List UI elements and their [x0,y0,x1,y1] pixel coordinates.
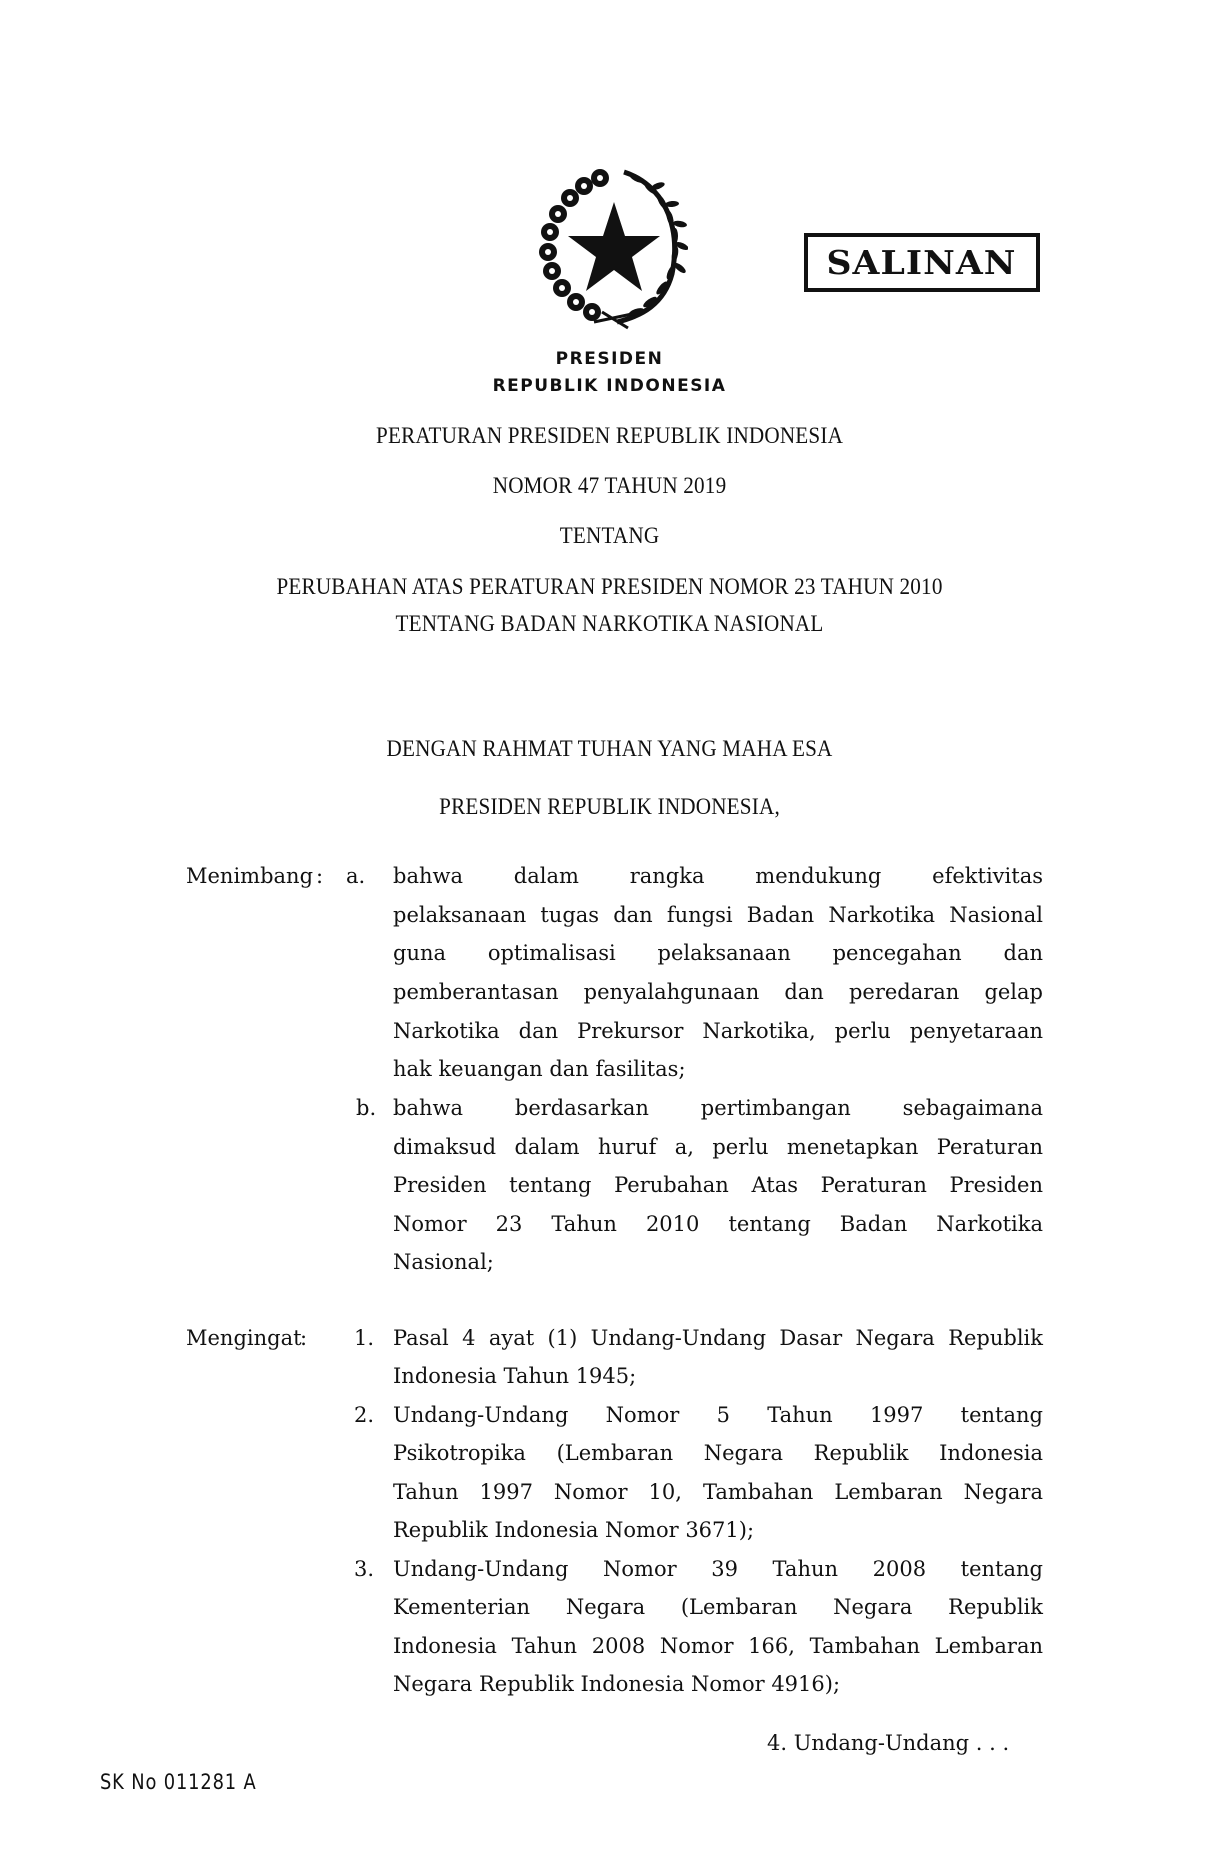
preamble-president: PRESIDEN REPUBLIK INDONESIA, [439,794,780,819]
mengingat-2-line: Republik Indonesia Nomor 3671); [393,1518,755,1542]
mengingat-1-line: Indonesia Tahun 1945; [393,1364,637,1388]
mengingat-2-line: Tahun 1997 Nomor 10, Tambahan Lembaran Negara [393,1480,1043,1504]
menimbang-item-marker: a. [346,864,366,888]
menimbang-b-line: dimaksud dalam huruf a, perlu menetapkan Peraturan [393,1135,1043,1159]
regulation-subject-line2: TENTANG BADAN NARKOTIKA NASIONAL [395,611,824,636]
mengingat-item-marker: 3. [354,1557,375,1581]
seal-caption-presiden: PRESIDEN [555,349,664,369]
menimbang-item-marker: b. [356,1096,377,1120]
menimbang-a-line: pemberantasan penyalahgunaan dan peredaran gelap [393,980,1043,1004]
menimbang-b-line: Nomor 23 Tahun 2010 tentang Badan Narkotika [393,1212,1043,1236]
preamble-invocation: DENGAN RAHMAT TUHAN YANG MAHA ESA [386,736,833,761]
mengingat-3-line: Undang-Undang Nomor 39 Tahun 2008 tentang [393,1557,1043,1581]
menimbang-b-line: bahwa berdasarkan pertimbangan sebagaimana [393,1096,1043,1120]
mengingat-2-line: Psikotropika (Lembaran Negara Republik Indonesia [393,1441,1043,1465]
menimbang-a-line: guna optimalisasi pelaksanaan pencegahan dan [393,941,1043,965]
page-continuation: 4. Undang-Undang . . . [767,1731,1010,1755]
salinan-stamp [804,233,1040,292]
mengingat-3-line: Indonesia Tahun 2008 Nomor 166, Tambahan Lembaran [393,1634,1043,1658]
mengingat-3-line: Negara Republik Indonesia Nomor 4916); [393,1672,841,1696]
mengingat-3-line: Kementerian Negara (Lembaran Negara Republik [393,1595,1043,1619]
menimbang-a-line: hak keuangan dan fasilitas; [393,1057,686,1081]
document-serial-number: SK No 011281 A [100,1770,257,1794]
mengingat-label: Mengingat [186,1326,302,1350]
menimbang-a-line: bahwa dalam rangka mendukung efektivitas [393,864,1043,888]
mengingat-2-line: Undang-Undang Nomor 5 Tahun 1997 tentang [393,1403,1043,1427]
menimbang-colon: : [316,864,324,888]
mengingat-1-line: Pasal 4 ayat (1) Undang-Undang Dasar Negara Republik [393,1326,1043,1350]
presidential-emblem-icon [532,164,688,330]
regulation-subject-line1: PERUBAHAN ATAS PERATURAN PRESIDEN NOMOR 23 TAHUN 2010 [276,574,943,599]
regulation-title: PERATURAN PRESIDEN REPUBLIK INDONESIA [376,423,844,448]
seal-caption-republik: REPUBLIK INDONESIA [492,376,727,396]
menimbang-a-line: Narkotika dan Prekursor Narkotika, perlu penyetaraan [393,1019,1043,1043]
regulation-number: NOMOR 47 TAHUN 2019 [492,473,727,498]
menimbang-b-line: Presiden tentang Perubahan Atas Peraturan Presiden [393,1173,1043,1197]
salinan-label: SALINAN [826,243,1018,282]
mengingat-colon: : [300,1326,308,1350]
mengingat-item-marker: 1. [354,1326,375,1350]
menimbang-b-line: Nasional; [393,1250,494,1274]
menimbang-label: Menimbang [186,864,314,888]
mengingat-item-marker: 2. [354,1403,375,1427]
menimbang-a-line: pelaksanaan tugas dan fungsi Badan Narkotika Nasional [393,903,1043,927]
regulation-tentang: TENTANG [559,523,660,548]
